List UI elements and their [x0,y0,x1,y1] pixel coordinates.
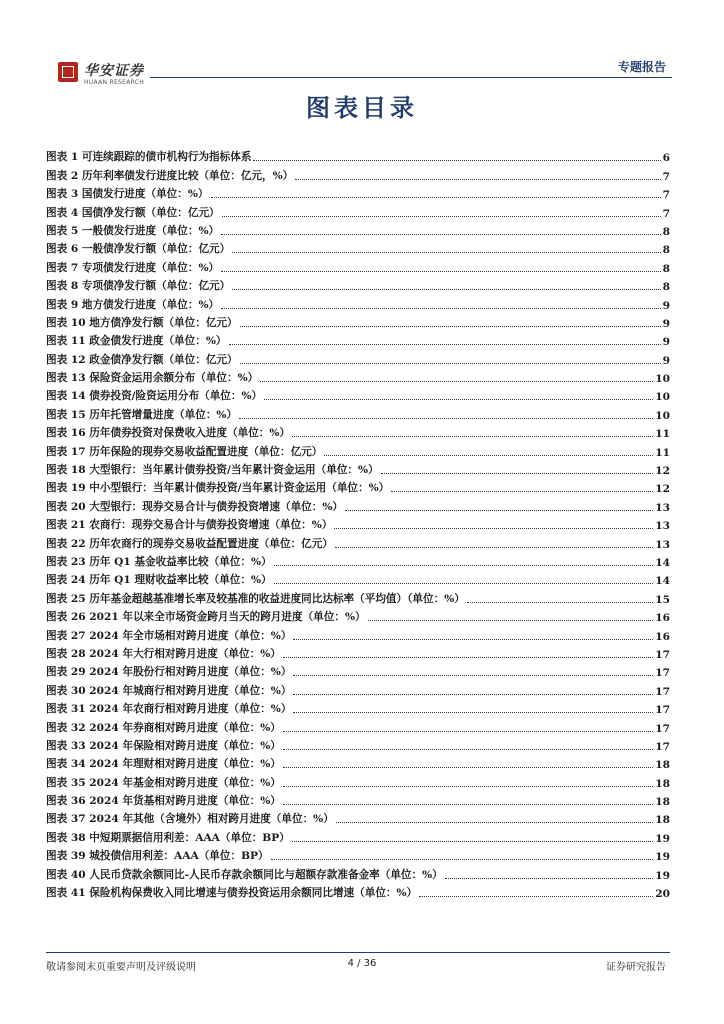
toc-entry-page[interactable]: 9 [662,299,670,312]
toc-entry-page[interactable]: 17 [655,685,670,698]
toc-dot-leader [283,731,653,732]
toc-dot-leader [211,197,661,198]
toc-entry-label[interactable]: 图表 6 一般债净发行额（单位：亿元） [46,243,231,256]
toc-dot-leader [229,344,661,345]
toc-dot-leader [445,878,653,879]
toc-entry-label[interactable]: 图表 41 保险机构保费收入同比增速与债券投资运用余额同比增速（单位：%） [46,887,418,900]
toc-entry-label[interactable]: 图表 27 2024 年全市场相对跨月进度（单位：%） [46,629,292,642]
toc-entry[interactable] [46,863,670,881]
toc-entry-label[interactable]: 图表 23 历年 Q1 基金收益率比较（单位：%） [46,555,272,568]
page-header [0,0,724,95]
toc-entry-label[interactable]: 图表 15 历年托管增量进度（单位：%） [46,408,238,421]
toc-dot-leader [293,675,653,676]
toc-entry-label[interactable]: 图表 28 2024 年大行相对跨月进度（单位：%） [46,647,281,660]
toc-dot-leader [221,308,661,309]
toc-dot-leader [260,381,653,382]
toc-dot-leader [293,639,653,640]
toc-entry[interactable] [46,735,670,753]
toc-entry[interactable] [46,403,670,421]
toc-entry-label[interactable]: 图表 5 一般债发行进度（单位：%） [46,224,220,237]
toc-entry-label[interactable]: 图表 22 历年农商行的现券交易收益配置进度（单位：亿元） [46,537,333,550]
toc-entry-label[interactable]: 图表 34 2024 年理财相对跨月进度（单位：%） [46,758,281,771]
toc-entry-page[interactable]: 13 [655,501,670,514]
toc-entry-page[interactable]: 7 [662,207,670,220]
toc-dot-leader [271,859,654,860]
toc-dot-leader [283,657,653,658]
toc-entry[interactable] [46,532,670,550]
toc-entry[interactable] [46,716,670,734]
toc-entry-label[interactable]: 图表 9 地方债发行进度（单位：%） [46,298,220,311]
toc-entry-page[interactable]: 17 [655,740,670,753]
toc-entry-label[interactable]: 图表 26 2021 年以来全市场资金跨月当天的跨月进度（单位：%） [46,611,366,624]
toc-entry[interactable] [46,220,670,238]
toc-dot-leader [239,418,653,419]
page-number: 4 / 36 [347,958,377,969]
toc-dot-leader [381,473,654,474]
toc-entry-label[interactable]: 图表 36 2024 年货基相对跨月进度（单位：%） [46,795,281,808]
toc-entry-label[interactable]: 图表 40 人民币贷款余额同比-人民币存款余额同比与超额存款准备金率（单位：%） [46,868,443,881]
toc-dot-leader [283,749,653,750]
toc-entry-label[interactable]: 图表 24 历年 Q1 理财收益率比较（单位：%） [46,574,272,587]
toc-entry[interactable] [46,790,670,808]
toc-entry-page[interactable]: 10 [655,391,670,404]
toc-entry[interactable] [46,771,670,789]
toc-entry[interactable] [46,808,670,826]
toc-dot-leader [334,528,653,529]
toc-entry[interactable] [46,661,670,679]
toc-dot-leader [283,767,653,768]
toc-entry[interactable] [46,587,670,605]
toc-entry-page[interactable]: 17 [655,648,670,661]
toc-entry-page[interactable]: 8 [662,262,670,275]
toc-entry-page[interactable]: 10 [655,409,670,422]
toc-entry-page[interactable]: 16 [655,630,670,643]
toc-dot-leader [467,602,653,603]
toc-entry[interactable] [46,679,670,697]
toc-dot-leader [345,510,653,511]
toc-entry-label[interactable]: 图表 31 2024 年农商行相对跨月进度（单位：%） [46,703,292,716]
header-divider [150,77,672,78]
toc-dot-leader [240,326,661,327]
toc-entry-page[interactable]: 11 [655,446,670,459]
page-title: 图表目录 [306,93,418,122]
toc-entry-page[interactable]: 14 [655,556,670,569]
toc-entry-page[interactable]: 19 [655,869,670,882]
toc-dot-leader [293,694,653,695]
toc-entry-page[interactable]: 13 [655,520,670,533]
toc-entry-page[interactable]: 7 [662,170,670,183]
toc-entry-label[interactable]: 图表 3 国债发行进度（单位：%） [46,188,209,201]
toc-entry[interactable] [46,293,670,311]
toc-entry-label[interactable]: 图表 30 2024 年城商行相对跨月进度（单位：%） [46,684,292,697]
toc-entry-label[interactable]: 图表 19 中小型银行：当年累计债券投资/当年累计资金运用（单位：%） [46,482,390,495]
toc-entry-label[interactable]: 图表 39 城投债信用利差：AAA（单位：BP） [46,850,269,863]
toc-entry-label[interactable]: 图表 29 2024 年股份行相对跨月进度（单位：%） [46,666,292,679]
toc-entry[interactable] [46,422,670,440]
company-name: 华安证券 [84,63,144,79]
toc-dot-leader [293,712,653,713]
toc-entry[interactable] [46,882,670,900]
footer-doc-type: 证券研究报告 [606,962,666,973]
footer-disclaimer: 敬请参阅末页重要声明及评级说明 [46,962,196,973]
table-of-figures [46,146,670,900]
toc-entry-page[interactable]: 17 [655,722,670,735]
toc-entry-page[interactable]: 6 [662,152,670,165]
toc-entry-label[interactable]: 图表 2 历年利率债发行进度比较（单位：亿元，%） [46,169,294,182]
toc-entry-page[interactable]: 16 [655,612,670,625]
toc-dot-leader [221,271,661,272]
toc-entry-label[interactable]: 图表 17 历年保险的现券交易收益配置进度（单位：亿元） [46,445,323,458]
toc-dot-leader [283,786,653,787]
toc-entry-label[interactable]: 图表 25 历年基金超越基准增长率及较基准的收益进度同比达标率（平均值）（单位：%） [46,592,465,605]
toc-entry-label[interactable]: 图表 12 政金债净发行额（单位：亿元） [46,353,238,366]
toc-entry[interactable] [46,569,670,587]
toc-entry-label[interactable]: 图表 8 专项债净发行额（单位：亿元） [46,280,231,293]
toc-entry[interactable] [46,495,670,513]
toc-entry-label[interactable]: 图表 10 地方债净发行额（单位：亿元） [46,316,238,329]
toc-dot-leader [274,583,654,584]
toc-entry-label[interactable]: 图表 14 债券投资/险资运用分布（单位：%） [46,390,263,403]
toc-entry[interactable] [46,826,670,844]
toc-dot-leader [292,436,653,437]
toc-entry[interactable] [46,201,670,219]
toc-entry-label[interactable]: 图表 1 可连续跟踪的债市机构行为指标体系 [46,151,252,164]
toc-entry-label[interactable]: 图表 7 专项债发行进度（单位：%） [46,261,220,274]
toc-entry[interactable] [46,385,670,403]
toc-entry-page[interactable]: 20 [655,888,670,901]
toc-entry-page[interactable]: 8 [662,244,670,257]
toc-entry-label[interactable]: 图表 33 2024 年保险相对跨月进度（单位：%） [46,739,281,752]
toc-entry-page[interactable]: 9 [662,354,670,367]
company-subtitle: HUAAN RESEARCH [84,79,145,86]
report-type: 专题报告 [617,60,666,74]
toc-dot-leader [222,216,661,217]
toc-entry[interactable] [46,551,670,569]
toc-dot-leader [232,289,660,290]
toc-entry[interactable] [46,440,670,458]
toc-entry-label[interactable]: 图表 18 大型银行：当年累计债券投资/当年累计资金运用（单位：%） [46,464,379,477]
toc-entry-label[interactable]: 图表 4 国债净发行额（单位：亿元） [46,206,220,219]
toc-entry[interactable] [46,606,670,624]
toc-entry-label[interactable]: 图表 13 保险资金运用余额分布（单位：%） [46,372,259,385]
footer-divider [46,952,670,953]
toc-entry[interactable] [46,164,670,182]
toc-entry[interactable] [46,753,670,771]
toc-dot-leader [274,565,654,566]
toc-entry[interactable] [46,845,670,863]
toc-entry[interactable] [46,514,670,532]
toc-entry-page[interactable]: 18 [655,777,670,790]
toc-entry-page[interactable]: 19 [655,851,670,864]
toc-entry-page[interactable]: 9 [662,317,670,330]
toc-entry[interactable] [46,367,670,385]
toc-entry-page[interactable]: 10 [655,373,670,386]
toc-entry-page[interactable]: 11 [655,428,670,441]
toc-entry-page[interactable]: 8 [662,281,670,294]
toc-entry-page[interactable]: 13 [655,538,670,551]
toc-entry-page[interactable]: 18 [655,814,670,827]
toc-dot-leader [295,179,660,180]
toc-dot-leader [336,822,653,823]
toc-entry-page[interactable]: 17 [655,704,670,717]
toc-entry[interactable] [46,330,670,348]
toc-entry-label[interactable]: 图表 20 大型银行：现券交易合计与债券投资增速（单位：%） [46,500,344,513]
toc-entry-page[interactable]: 8 [662,225,670,238]
toc-entry-page[interactable]: 15 [655,593,670,606]
toc-dot-leader [253,160,660,161]
toc-entry[interactable] [46,312,670,330]
toc-entry-label[interactable]: 图表 38 中短期票据信用利差：AAA（单位：BP） [46,831,290,844]
toc-entry[interactable] [46,183,670,201]
toc-dot-leader [283,804,653,805]
toc-entry-page[interactable]: 19 [655,832,670,845]
toc-entry[interactable] [46,459,670,477]
toc-entry[interactable] [46,256,670,274]
toc-dot-leader [232,252,660,253]
toc-entry-page[interactable]: 18 [655,759,670,772]
toc-entry-page[interactable]: 14 [655,575,670,588]
company-logo-icon [58,62,78,82]
toc-dot-leader [264,399,653,400]
toc-dot-leader [368,620,654,621]
toc-dot-leader [324,455,653,456]
toc-dot-leader [419,896,653,897]
toc-entry-label[interactable]: 图表 37 2024 年其他（含境外）相对跨月进度（单位：%） [46,813,334,826]
toc-entry-page[interactable]: 12 [655,465,670,478]
toc-entry-label[interactable]: 图表 21 农商行：现券交易合计与债券投资增速（单位：%） [46,519,333,532]
toc-entry[interactable] [46,477,670,495]
toc-entry[interactable] [46,275,670,293]
toc-dot-leader [391,491,653,492]
toc-dot-leader [335,547,653,548]
toc-entry[interactable] [46,624,670,642]
toc-entry-page[interactable]: 9 [662,336,670,349]
toc-entry-label[interactable]: 图表 16 历年债券投资对保费收入进度（单位：%） [46,427,291,440]
toc-entry-page[interactable]: 18 [655,796,670,809]
toc-entry-page[interactable]: 12 [655,483,670,496]
toc-entry[interactable] [46,698,670,716]
toc-entry-page[interactable]: 7 [662,189,670,202]
toc-entry-label[interactable]: 图表 11 政金债发行进度（单位：%） [46,335,227,348]
toc-dot-leader [221,234,661,235]
toc-dot-leader [240,363,661,364]
toc-entry[interactable] [46,643,670,661]
toc-entry[interactable] [46,146,670,164]
toc-dot-leader [292,841,653,842]
toc-entry-page[interactable]: 17 [655,667,670,680]
toc-entry[interactable] [46,238,670,256]
toc-entry[interactable] [46,348,670,366]
toc-entry-label[interactable]: 图表 32 2024 年券商相对跨月进度（单位：%） [46,721,281,734]
toc-entry-label[interactable]: 图表 35 2024 年基金相对跨月进度（单位：%） [46,776,281,789]
